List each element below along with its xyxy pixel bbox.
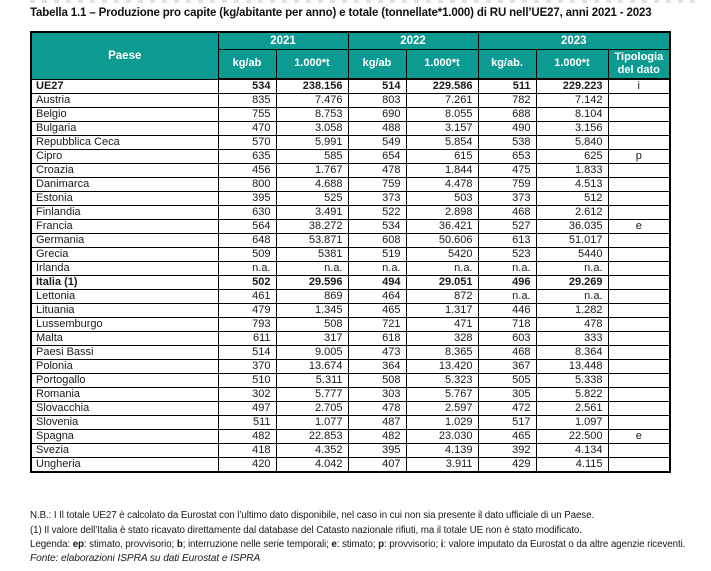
value-cell: 688 [478, 108, 536, 122]
country-cell: Bulgaria [31, 122, 218, 136]
value-cell: 36.035 [536, 220, 608, 234]
value-cell: 630 [218, 206, 276, 220]
legend-symbol: i [440, 538, 444, 550]
value-cell: 502 [218, 276, 276, 290]
col-header-2021: 2021 [218, 32, 348, 49]
tipologia-cell [608, 136, 670, 150]
tipologia-cell [608, 304, 670, 318]
value-cell: 2.898 [406, 206, 478, 220]
value-cell: 29.051 [406, 276, 478, 290]
value-cell: 613 [478, 234, 536, 248]
value-cell: 8.055 [406, 108, 478, 122]
value-cell: 4.688 [276, 178, 348, 192]
value-cell: 4.352 [276, 444, 348, 458]
value-cell: 392 [478, 444, 536, 458]
table-row [31, 122, 670, 136]
country-cell: Irlanda [31, 262, 218, 276]
value-cell: 869 [276, 290, 348, 304]
value-cell: 1.345 [276, 304, 348, 318]
value-cell: n.a. [536, 262, 608, 276]
value-cell: 803 [348, 94, 406, 108]
value-cell: 464 [348, 290, 406, 304]
value-cell: 23.030 [406, 430, 478, 444]
tipologia-cell [608, 402, 670, 416]
value-cell: 5.311 [276, 374, 348, 388]
table-body [31, 79, 670, 472]
value-cell: 1.844 [406, 164, 478, 178]
value-cell: 608 [348, 234, 406, 248]
value-cell: 611 [218, 332, 276, 346]
value-cell: 4.134 [536, 444, 608, 458]
table-row [31, 388, 670, 402]
value-cell: 51.017 [536, 234, 608, 248]
year-header-row [31, 32, 670, 49]
tipologia-cell: p [608, 150, 670, 164]
country-cell: Croazia [31, 164, 218, 178]
value-cell: 373 [478, 192, 536, 206]
legend-text: : valore imputato da Eurostat o da altre agenzie riceventi. [443, 538, 686, 550]
legend-text: ; interruzione nelle serie temporali; [182, 538, 332, 550]
value-cell: 5.777 [276, 388, 348, 402]
value-cell: n.a. [348, 262, 406, 276]
country-cell: Lussemburgo [31, 318, 218, 332]
value-cell: 654 [348, 150, 406, 164]
value-cell: 525 [276, 192, 348, 206]
tipologia-cell [608, 94, 670, 108]
value-cell: 9.005 [276, 346, 348, 360]
table-row [31, 332, 670, 346]
value-cell: 29.596 [276, 276, 348, 290]
value-cell: 3.156 [536, 122, 608, 136]
value-cell: 488 [348, 122, 406, 136]
value-cell: 635 [218, 150, 276, 164]
value-cell: 5.840 [536, 136, 608, 150]
col-header-2023: 2023 [478, 32, 670, 49]
country-cell: Francia [31, 220, 218, 234]
value-cell: 511 [218, 416, 276, 430]
table-row [31, 94, 670, 108]
legend-symbol: b [176, 538, 183, 550]
value-cell: 5.323 [406, 374, 478, 388]
value-cell: 36.421 [406, 220, 478, 234]
value-cell: 487 [348, 416, 406, 430]
table-row [31, 374, 670, 388]
value-cell: 800 [218, 178, 276, 192]
country-cell: Slovenia [31, 416, 218, 430]
value-cell: 468 [478, 346, 536, 360]
table-row [31, 290, 670, 304]
country-cell: Estonia [31, 192, 218, 206]
value-cell: 456 [218, 164, 276, 178]
value-cell: 465 [478, 430, 536, 444]
country-cell: Lituania [31, 304, 218, 318]
value-cell: 305 [478, 388, 536, 402]
value-cell: 13.420 [406, 360, 478, 374]
legend-symbol: ep [72, 538, 84, 550]
value-cell: 317 [276, 332, 348, 346]
value-cell: n.a. [478, 262, 536, 276]
country-cell: Repubblica Ceca [31, 136, 218, 150]
table-row [31, 220, 670, 234]
tipologia-cell [608, 178, 670, 192]
value-cell: 13.448 [536, 360, 608, 374]
value-cell: 418 [218, 444, 276, 458]
country-cell: Danimarca [31, 178, 218, 192]
value-cell: 5440 [536, 248, 608, 262]
value-cell: 527 [478, 220, 536, 234]
value-cell: 7.142 [536, 94, 608, 108]
legend-text: : stimato; [336, 538, 379, 550]
value-cell: 872 [406, 290, 478, 304]
value-cell: 3.157 [406, 122, 478, 136]
table-row [31, 108, 670, 122]
tipologia-cell [608, 318, 670, 332]
value-cell: 718 [478, 318, 536, 332]
value-cell: 420 [218, 458, 276, 473]
table-row [31, 79, 670, 94]
italy-note: (1) Il valore dell’Italia è stato ricavato direttamente dal database del Catasto nazionale rifiuti, ma il totale UE non è stato modificato. [30, 524, 582, 536]
value-cell: 395 [348, 444, 406, 458]
value-cell: 510 [218, 374, 276, 388]
value-cell: 7.476 [276, 94, 348, 108]
value-cell: 468 [478, 206, 536, 220]
country-cell: Polonia [31, 360, 218, 374]
legend-text: Legenda: [30, 538, 73, 550]
value-cell: 517 [478, 416, 536, 430]
tipologia-cell [608, 458, 670, 473]
tipologia-cell [608, 290, 670, 304]
value-cell: 4.042 [276, 458, 348, 473]
value-cell: 5.338 [536, 374, 608, 388]
value-cell: 615 [406, 150, 478, 164]
value-cell: 4.478 [406, 178, 478, 192]
value-cell: 53.871 [276, 234, 348, 248]
tipologia-cell [608, 164, 670, 178]
value-cell: 721 [348, 318, 406, 332]
value-cell: 490 [478, 122, 536, 136]
table-row [31, 178, 670, 192]
value-cell: 538 [478, 136, 536, 150]
tipologia-cell [608, 374, 670, 388]
value-cell: 570 [218, 136, 276, 150]
value-cell: 478 [348, 402, 406, 416]
value-cell: 8.364 [536, 346, 608, 360]
value-cell: 1.097 [536, 416, 608, 430]
legend-text: : provvisorio; [384, 538, 441, 550]
table-row [31, 276, 670, 290]
value-cell: 475 [478, 164, 536, 178]
country-cell: Malta [31, 332, 218, 346]
value-cell: 509 [218, 248, 276, 262]
value-cell: 446 [478, 304, 536, 318]
value-cell: 549 [348, 136, 406, 150]
table-row [31, 318, 670, 332]
value-cell: 471 [406, 318, 478, 332]
value-cell: 1.029 [406, 416, 478, 430]
value-cell: 782 [478, 94, 536, 108]
col-header-2022: 2022 [348, 32, 478, 49]
value-cell: 370 [218, 360, 276, 374]
value-cell: 793 [218, 318, 276, 332]
tipologia-cell [608, 108, 670, 122]
cropped-text-artifact [30, 0, 696, 3]
value-cell: 690 [348, 108, 406, 122]
country-cell: Belgio [31, 108, 218, 122]
country-cell: Germania [31, 234, 218, 248]
value-cell: 5.854 [406, 136, 478, 150]
value-cell: 564 [218, 220, 276, 234]
value-cell: 3.058 [276, 122, 348, 136]
legend-text: : stimato, provvisorio; [83, 538, 177, 550]
tipologia-cell [608, 444, 670, 458]
value-cell: 759 [348, 178, 406, 192]
value-cell: 534 [348, 220, 406, 234]
country-cell: Ungheria [31, 458, 218, 473]
value-cell: 653 [478, 150, 536, 164]
value-cell: 1.833 [536, 164, 608, 178]
col-header-1000t-2021: 1.000*t [276, 49, 348, 79]
value-cell: 429 [478, 458, 536, 473]
value-cell: 5420 [406, 248, 478, 262]
value-cell: 333 [536, 332, 608, 346]
value-cell: n.a. [478, 290, 536, 304]
table-row [31, 262, 670, 276]
tipologia-cell: e [608, 430, 670, 444]
col-header-kgab-2023: kg/ab. [478, 49, 536, 79]
value-cell: 482 [218, 430, 276, 444]
tipologia-cell [608, 332, 670, 346]
tipologia-cell [608, 234, 670, 248]
table-row [31, 234, 670, 248]
value-cell: 522 [348, 206, 406, 220]
tipologia-cell [608, 360, 670, 374]
value-cell: 29.269 [536, 276, 608, 290]
value-cell: 1.767 [276, 164, 348, 178]
value-cell: 497 [218, 402, 276, 416]
value-cell: 2.705 [276, 402, 348, 416]
legend-note [30, 539, 700, 550]
table-title: Tabella 1.1 – Produzione pro capite (kg/abitante per anno) e totale (tonnellate*1.000) di RU nell’UE27, anni 2021 - 2023 [30, 7, 652, 19]
tipologia-cell [608, 388, 670, 402]
value-cell: 367 [478, 360, 536, 374]
value-cell: n.a. [406, 262, 478, 276]
value-cell: 13.674 [276, 360, 348, 374]
tipologia-cell [608, 416, 670, 430]
value-cell: 8.753 [276, 108, 348, 122]
value-cell: 229.586 [406, 79, 478, 94]
value-cell: 373 [348, 192, 406, 206]
value-cell: 482 [348, 430, 406, 444]
table-row [31, 192, 670, 206]
tipologia-cell [608, 206, 670, 220]
value-cell: 3.911 [406, 458, 478, 473]
value-cell: 508 [276, 318, 348, 332]
value-cell: 514 [218, 346, 276, 360]
value-cell: 503 [406, 192, 478, 206]
table-row [31, 150, 670, 164]
value-cell: 648 [218, 234, 276, 248]
country-cell: Paesi Bassi [31, 346, 218, 360]
value-cell: 472 [478, 402, 536, 416]
value-cell: 38.272 [276, 220, 348, 234]
legend-symbol: p [378, 538, 384, 550]
value-cell: 4.513 [536, 178, 608, 192]
tipologia-cell [608, 346, 670, 360]
value-cell: 229.223 [536, 79, 608, 94]
value-cell: 1.282 [536, 304, 608, 318]
value-cell: 5381 [276, 248, 348, 262]
table-row [31, 164, 670, 178]
value-cell: 395 [218, 192, 276, 206]
value-cell: 625 [536, 150, 608, 164]
value-cell: 496 [478, 276, 536, 290]
value-cell: 478 [348, 164, 406, 178]
value-cell: 494 [348, 276, 406, 290]
value-cell: 519 [348, 248, 406, 262]
value-cell: 3.491 [276, 206, 348, 220]
country-cell: Romania [31, 388, 218, 402]
table-row [31, 304, 670, 318]
value-cell: 759 [478, 178, 536, 192]
production-table [30, 31, 671, 473]
value-cell: 2.561 [536, 402, 608, 416]
value-cell: 512 [536, 192, 608, 206]
value-cell: 603 [478, 332, 536, 346]
table-header [31, 32, 670, 79]
value-cell: n.a. [218, 262, 276, 276]
table-row [31, 360, 670, 374]
country-cell: Grecia [31, 248, 218, 262]
country-cell: UE27 [31, 79, 218, 94]
value-cell: 2.597 [406, 402, 478, 416]
value-cell: 4.115 [536, 458, 608, 473]
table-row [31, 458, 670, 473]
source-note: Fonte: elaborazioni ISPRA su dati Eurostat e ISPRA [30, 553, 261, 565]
value-cell: 22.853 [276, 430, 348, 444]
value-cell: 8.104 [536, 108, 608, 122]
value-cell: 50.606 [406, 234, 478, 248]
legend-symbol: e [331, 538, 337, 550]
table-row [31, 346, 670, 360]
value-cell: 534 [218, 79, 276, 94]
col-header-kgab-2022: kg/ab [348, 49, 406, 79]
value-cell: 755 [218, 108, 276, 122]
tipologia-cell: e [608, 220, 670, 234]
nb-note: N.B.: I Il totale UE27 è calcolato da Eurostat con l’ultimo dato disponibile, nel caso in cui non sia presente il dato ufficiale di un Paese. [30, 509, 595, 521]
value-cell: 514 [348, 79, 406, 94]
value-cell: 238.156 [276, 79, 348, 94]
table-row [31, 444, 670, 458]
value-cell: 5.991 [276, 136, 348, 150]
value-cell: 478 [536, 318, 608, 332]
value-cell: 1.077 [276, 416, 348, 430]
value-cell: 505 [478, 374, 536, 388]
country-cell: Svezia [31, 444, 218, 458]
country-cell: Portogallo [31, 374, 218, 388]
value-cell: 1.317 [406, 304, 478, 318]
tipologia-cell [608, 262, 670, 276]
value-cell: 364 [348, 360, 406, 374]
value-cell: 22.500 [536, 430, 608, 444]
table-row [31, 206, 670, 220]
value-cell: 8.365 [406, 346, 478, 360]
value-cell: 4.139 [406, 444, 478, 458]
value-cell: 473 [348, 346, 406, 360]
country-cell: Austria [31, 94, 218, 108]
value-cell: 835 [218, 94, 276, 108]
country-cell: Spagna [31, 430, 218, 444]
value-cell: 302 [218, 388, 276, 402]
col-header-paese: Paese [31, 32, 218, 79]
value-cell: 461 [218, 290, 276, 304]
value-cell: 523 [478, 248, 536, 262]
country-cell: Cipro [31, 150, 218, 164]
value-cell: 2.612 [536, 206, 608, 220]
value-cell: 618 [348, 332, 406, 346]
value-cell: 303 [348, 388, 406, 402]
table-row [31, 136, 670, 150]
table-row [31, 402, 670, 416]
table-row [31, 416, 670, 430]
value-cell: n.a. [536, 290, 608, 304]
value-cell: 407 [348, 458, 406, 473]
value-cell: 585 [276, 150, 348, 164]
tipologia-cell [608, 248, 670, 262]
value-cell: n.a. [276, 262, 348, 276]
value-cell: 7.261 [406, 94, 478, 108]
table-row [31, 248, 670, 262]
value-cell: 508 [348, 374, 406, 388]
value-cell: 465 [348, 304, 406, 318]
value-cell: 328 [406, 332, 478, 346]
value-cell: 5.822 [536, 388, 608, 402]
value-cell: 511 [478, 79, 536, 94]
country-cell: Slovacchia [31, 402, 218, 416]
tipologia-cell [608, 122, 670, 136]
col-header-1000t-2022: 1.000*t [406, 49, 478, 79]
value-cell: 5.767 [406, 388, 478, 402]
country-cell: Finlandia [31, 206, 218, 220]
col-header-1000t-2023: 1.000*t [536, 49, 608, 79]
col-header-tipologia: Tipologia del dato [608, 49, 670, 79]
country-cell: Lettonia [31, 290, 218, 304]
tipologia-cell [608, 192, 670, 206]
country-cell: Italia (1) [31, 276, 218, 290]
value-cell: 479 [218, 304, 276, 318]
tipologia-cell [608, 276, 670, 290]
table-row [31, 430, 670, 444]
col-header-kgab-2021: kg/ab [218, 49, 276, 79]
tipologia-cell: i [608, 79, 670, 94]
value-cell: 470 [218, 122, 276, 136]
